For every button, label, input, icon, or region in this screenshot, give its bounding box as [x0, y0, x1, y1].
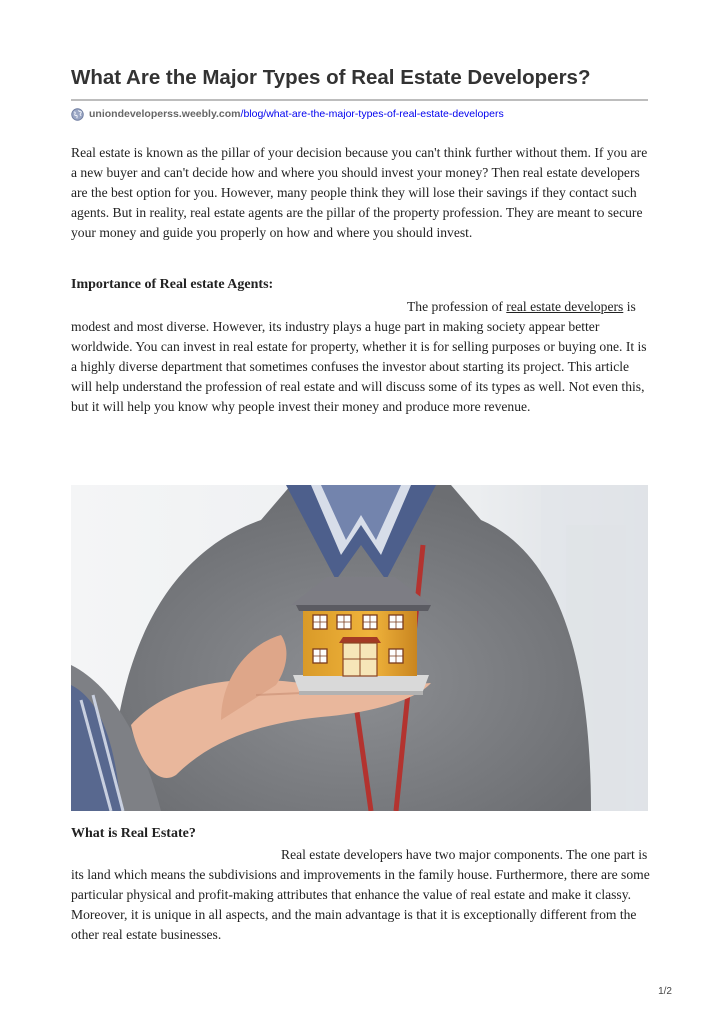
- importance-text-after-link: is modest and most diverse. However, its industry plays a huge part in making society appear better worldwide. You can invest in real estate for property, whether it is for selling purposes or buying one. It is a highly diverse department that sometimes confuses the investor about starting its project. This article will help understand the profession of real estate and will discuss some of its types as well. Not even this, but it will help you know why people invest their money and produce more revenue.: [71, 299, 647, 414]
- title-divider: [71, 99, 648, 101]
- intro-paragraph: Real estate is known as the pillar of your decision because you can't think further without them. If you are a new buyer and can't decide how and where you should invest your money? Then real estate developers are the best option for you. However, many people think they will lose their savings if they contact such agents. But in reality, real estate agents are the pillar of the property profession. They are meant to secure your money and guide you properly on how and where you should invest.: [71, 145, 648, 240]
- section-heading-importance: Importance of Real estate Agents:: [71, 277, 274, 292]
- source-link[interactable]: [71, 108, 504, 121]
- page-number: 1/2: [658, 986, 672, 997]
- section-heading-what-is-real-estate: What is Real Estate?: [71, 826, 196, 841]
- what-is-real-estate-text: Real estate developers have two major components. The one part is its land which means the subdivisions and improvements in the family house. Furthermore, there are some particular physical and profit-making attributes that enhance the value of real estate and make it classy. Moreover, it is unique in all aspects, and the main advantage is that it is exceptionally different from the other real estate businesses.: [71, 847, 650, 942]
- importance-text-before-link: The profession of: [407, 299, 507, 314]
- source-domain: uniondeveloperss.weebly.com: [89, 107, 241, 120]
- real-estate-developers-link[interactable]: real estate developers: [506, 299, 624, 314]
- hand-holding-house-photo: [71, 485, 648, 811]
- what-is-real-estate-paragraph: [71, 845, 651, 945]
- globe-icon: [71, 108, 84, 121]
- source-url: [71, 106, 504, 122]
- page-title: What Are the Major Types of Real Estate Developers?: [71, 66, 591, 89]
- source-path: /blog/what-are-the-major-types-of-real-estate-developers: [240, 107, 504, 120]
- importance-paragraph: [71, 297, 651, 417]
